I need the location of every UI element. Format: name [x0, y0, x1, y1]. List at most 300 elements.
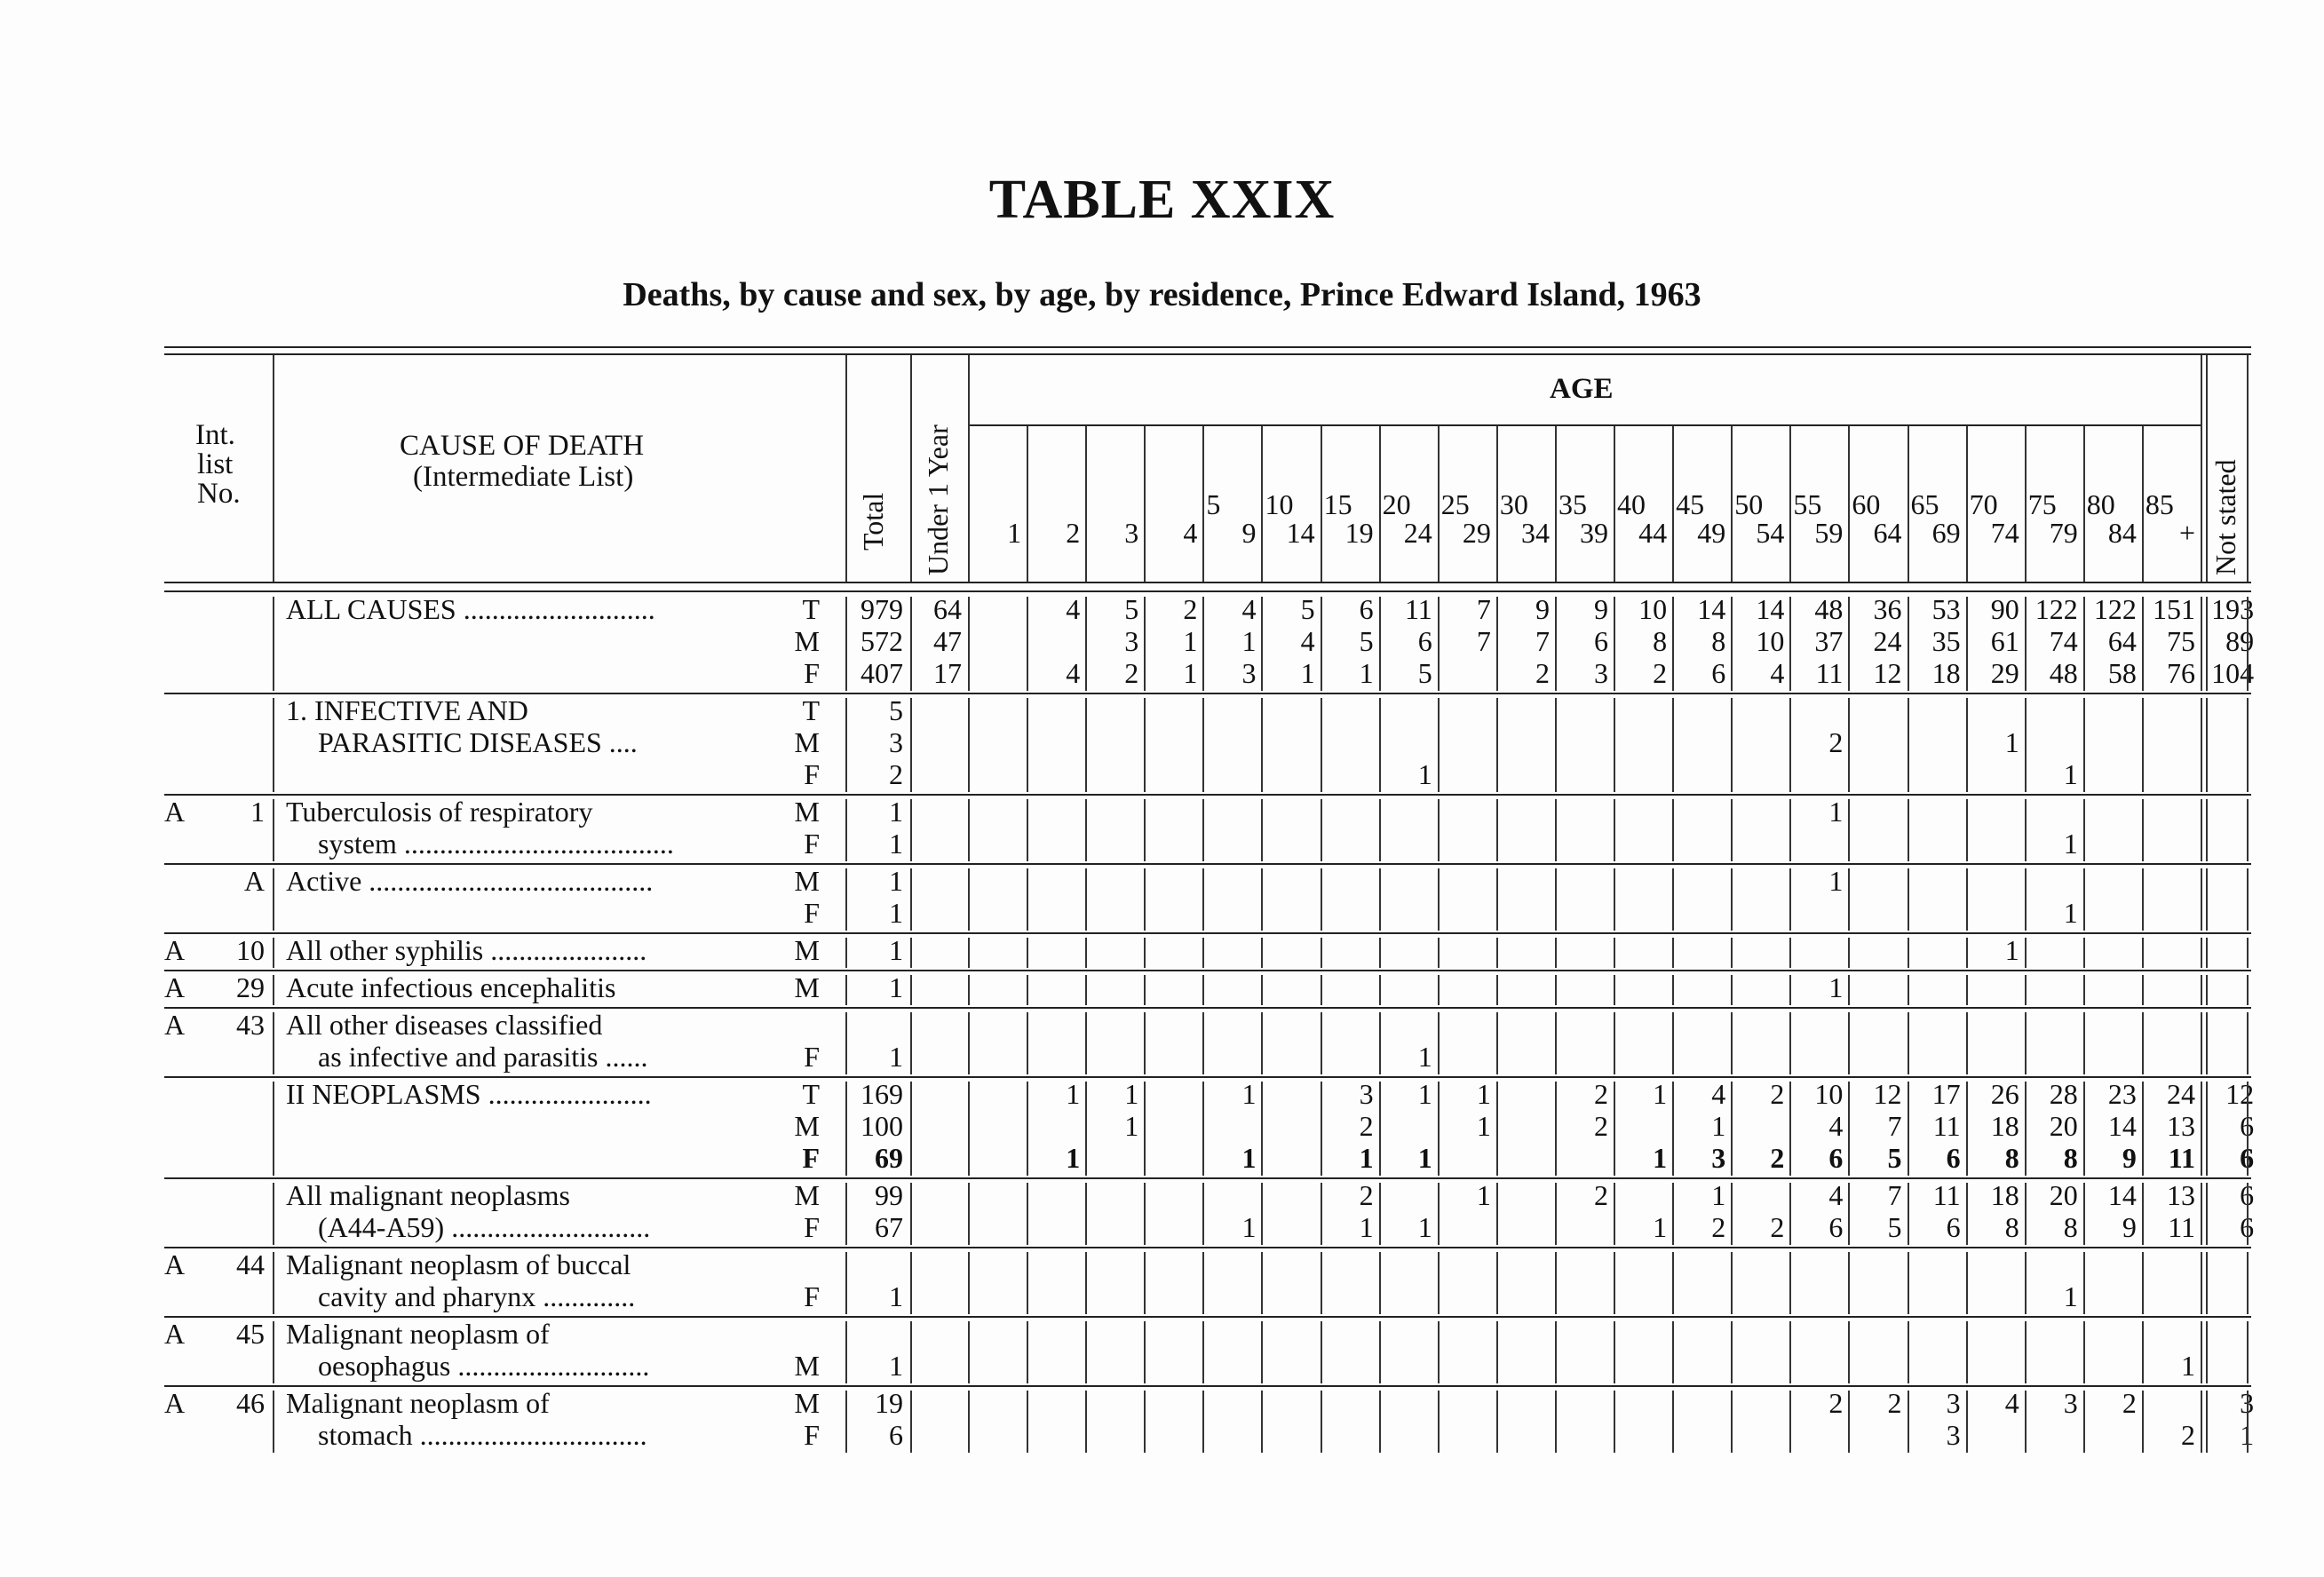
top-rule [164, 353, 2251, 355]
cause-of-death: ALL CAUSES ........................... [286, 593, 655, 625]
table-cell: 2 [1594, 1179, 1609, 1211]
table-cell: 76 [2167, 657, 2195, 689]
age-group-to: 79 [2049, 517, 2078, 549]
table-cell: 4 [1711, 1078, 1726, 1110]
age-group-from: 5 [1206, 488, 1221, 520]
age-column-line [1438, 938, 1440, 968]
column-line [968, 799, 970, 861]
table-cell: 1 [2181, 1350, 2195, 1382]
table-cell: 6 [1594, 625, 1609, 657]
int-list-number: 46 [236, 1387, 265, 1419]
column-line [2206, 1252, 2208, 1314]
age-column-line [2083, 1391, 2085, 1453]
age-column-line [1085, 799, 1087, 861]
table-cell: 23 [2107, 1078, 2137, 1110]
age-column-line [1908, 1252, 1909, 1314]
column-line [2206, 1082, 2208, 1176]
age-rule [968, 424, 2201, 426]
age-column-line [1731, 799, 1733, 861]
age-group-line [1848, 426, 1850, 582]
age-group-from: 40 [1617, 488, 1646, 520]
column-line [2247, 597, 2249, 691]
table-cell: 90 [1990, 593, 2019, 625]
age-group-from: 85 [2145, 488, 2174, 520]
cause-of-death: oesophagus ........................... [318, 1350, 650, 1382]
column-line [910, 799, 912, 861]
age-column-line [1555, 1012, 1557, 1074]
age-column-line [1438, 1391, 1440, 1453]
age-column-line [1614, 1321, 1615, 1383]
column-line [2201, 1183, 2202, 1245]
age-column-line [1321, 938, 1322, 968]
age-column-line [1321, 698, 1322, 792]
age-column-line [1614, 799, 1615, 861]
table-cell: 1 [1124, 1078, 1139, 1110]
column-line [910, 1391, 912, 1453]
total-value: 5 [889, 694, 903, 726]
table-cell: 4 [1828, 1110, 1844, 1142]
table-cell: 4 [1066, 593, 1081, 625]
table-cell: 6 [1946, 1142, 1961, 1174]
age-column-line [1848, 1082, 1850, 1176]
int-list-header: list [197, 448, 234, 480]
column-line [968, 1252, 970, 1314]
age-column-line [1731, 698, 1733, 792]
column-line [968, 597, 970, 691]
age-column-line [1144, 698, 1146, 792]
sex-label: T [802, 694, 820, 726]
age-column-line [1085, 1391, 1087, 1453]
age-group-line [1614, 426, 1615, 582]
age-column-line [1085, 597, 1087, 691]
age-column-line [1731, 1391, 1733, 1453]
table-cell: 2 [1770, 1078, 1785, 1110]
age-column-line [1731, 597, 1733, 691]
age-group-to: 34 [1520, 517, 1550, 549]
age-group-line [1672, 426, 1674, 582]
age-column-line [1438, 868, 1440, 931]
sex-label: M [794, 796, 820, 828]
age-column-line [2083, 1012, 2085, 1074]
age-column-line [1438, 1012, 1440, 1074]
column-line [273, 938, 274, 968]
cause-of-death: (A44-A59) ............................ [318, 1211, 651, 1243]
age-column-line [1496, 1252, 1498, 1314]
column-line [845, 1321, 847, 1383]
age-column-line [1614, 975, 1615, 1005]
age-column-line [1908, 1183, 1909, 1245]
table-cell: 11 [1404, 593, 1432, 625]
age-column-line [2083, 597, 2085, 691]
age-column-line [1438, 799, 1440, 861]
int-list-number: 43 [236, 1009, 265, 1041]
table-cell: 5 [1300, 593, 1315, 625]
age-column-line [1027, 597, 1028, 691]
age-group-line [1496, 426, 1498, 582]
age-column-line [1085, 698, 1087, 792]
int-list-code: A [164, 796, 186, 828]
table-cell: 3 [1359, 1078, 1374, 1110]
age-column-line [1908, 799, 1909, 861]
column-line [845, 938, 847, 968]
total-value: 1 [889, 971, 903, 1003]
table-cell: 1 [1241, 1211, 1257, 1243]
age-column-line [1379, 1391, 1381, 1453]
table-cell: 2 [1828, 726, 1844, 758]
sex-label: M [794, 1179, 820, 1211]
age-column-line [1144, 799, 1146, 861]
cause-of-death: Malignant neoplasm of buccal [286, 1248, 631, 1280]
table-cell: 1 [1241, 1142, 1257, 1174]
age-group-line [1908, 426, 1909, 582]
age-column-line [1848, 975, 1850, 1005]
age-group-to: 1 [1007, 517, 1022, 549]
age-group-to: 2 [1066, 517, 1081, 549]
table-cell: 8 [1711, 625, 1726, 657]
age-column-line [1555, 1082, 1557, 1176]
age-column-line [1848, 1391, 1850, 1453]
age-group-from: 25 [1440, 488, 1470, 520]
age-column-line [1261, 1012, 1263, 1074]
age-group-line [2083, 426, 2085, 582]
table-cell: 1 [1066, 1142, 1081, 1174]
column-line [968, 868, 970, 931]
table-cell: 12 [2225, 1078, 2255, 1110]
cause-of-death: All other syphilis ...................... [286, 934, 647, 966]
age-column-line [1614, 938, 1615, 968]
sex-label: M [794, 625, 820, 657]
age-column-line [2083, 868, 2085, 931]
age-group-to: 59 [1814, 517, 1844, 549]
age-group-from: 10 [1265, 488, 1294, 520]
age-column-line [1027, 1183, 1028, 1245]
table-cell: 1 [1476, 1078, 1491, 1110]
column-line [273, 1321, 274, 1383]
age-column-line [1144, 1183, 1146, 1245]
age-group-from: 15 [1323, 488, 1352, 520]
table-cell: 13 [2167, 1110, 2195, 1142]
column-line [2206, 1321, 2208, 1383]
age-group-line [1555, 426, 1557, 582]
sex-label: F [804, 828, 820, 860]
table-cell: 1 [1241, 1078, 1257, 1110]
age-column-line [1908, 597, 1909, 691]
table-cell: 10 [1638, 593, 1668, 625]
table-cell: 122 [2093, 593, 2137, 625]
age-column-line [1027, 868, 1028, 931]
age-column-line [1085, 868, 1087, 931]
table-cell: 4 [2004, 1387, 2019, 1419]
age-column-line [1496, 1183, 1498, 1245]
cause-of-death: Malignant neoplasm of [286, 1387, 550, 1419]
column-line [968, 1321, 970, 1383]
age-column-line [1027, 938, 1028, 968]
age-column-line [1496, 698, 1498, 792]
not-stated-header: Not stated [2209, 459, 2241, 575]
age-column-line [1555, 975, 1557, 1005]
age-column-line [1144, 1252, 1146, 1314]
age-group-line [1144, 426, 1146, 582]
table-cell: 20 [2049, 1110, 2078, 1142]
table-cell: 1 [1828, 971, 1844, 1003]
table-cell: 2 [1887, 1387, 1902, 1419]
age-column-line [1261, 938, 1263, 968]
table-cell: 2 [1653, 657, 1668, 689]
table-cell: 1 [1828, 796, 1844, 828]
header-column-line [2201, 355, 2202, 582]
age-column-line [2025, 1012, 2027, 1074]
age-column-line [1908, 1391, 1909, 1453]
age-column-line [1379, 597, 1381, 691]
int-list-number: A [243, 865, 265, 897]
age-column-line [1672, 868, 1674, 931]
column-line [2206, 1183, 2208, 1245]
table-cell: 7 [1535, 625, 1550, 657]
table-cell: 17 [1931, 1078, 1961, 1110]
age-column-line [1966, 938, 1968, 968]
table-cell: 3 [1594, 657, 1609, 689]
age-column-line [2142, 799, 2144, 861]
table-cell: 61 [1990, 625, 2019, 657]
age-column-line [1731, 1183, 1733, 1245]
table-cell: 1 [2063, 897, 2078, 929]
age-group-line [1085, 426, 1087, 582]
age-column-line [1085, 1082, 1087, 1176]
cause-header: CAUSE OF DEATH [400, 430, 645, 462]
column-line [2201, 868, 2202, 931]
age-group-line [1379, 426, 1381, 582]
age-column-line [1379, 1082, 1381, 1176]
age-column-line [1085, 1252, 1087, 1314]
column-line [273, 799, 274, 861]
total-value: 572 [861, 625, 903, 657]
cause-of-death: All malignant neoplasms [286, 1179, 570, 1211]
age-column-line [1731, 1252, 1733, 1314]
table-cell: 5 [1887, 1211, 1902, 1243]
table-cell: 9 [2122, 1211, 2137, 1243]
table-cell: 8 [2004, 1211, 2019, 1243]
age-column-line [1438, 597, 1440, 691]
table-cell: 11 [1815, 657, 1844, 689]
age-column-line [1438, 698, 1440, 792]
age-column-line [2025, 1082, 2027, 1176]
age-column-line [2142, 1252, 2144, 1314]
age-group-to: 14 [1286, 517, 1315, 549]
age-group-line [1438, 426, 1440, 582]
age-column-line [1672, 1391, 1674, 1453]
age-column-line [1202, 1012, 1204, 1074]
table-cell: 1 [1359, 1211, 1374, 1243]
table-cell: 1 [1476, 1179, 1491, 1211]
age-column-line [2025, 1391, 2027, 1453]
age-column-line [1085, 975, 1087, 1005]
table-cell: 28 [2049, 1078, 2078, 1110]
column-line [968, 1391, 970, 1453]
column-line [2201, 975, 2202, 1005]
column-line [2247, 1082, 2249, 1176]
age-column-line [1379, 698, 1381, 792]
table-cell: 6 [1359, 593, 1374, 625]
age-column-line [1202, 1391, 1204, 1453]
column-line [910, 1183, 912, 1245]
age-column-line [1789, 938, 1791, 968]
int-list-number: 45 [236, 1318, 265, 1350]
age-column-line [1966, 1012, 1968, 1074]
age-column-line [2083, 1082, 2085, 1176]
age-column-line [1731, 1321, 1733, 1383]
age-column-line [1848, 1321, 1850, 1383]
age-column-line [1085, 1012, 1087, 1074]
column-line [273, 1252, 274, 1314]
column-line [845, 975, 847, 1005]
column-line [910, 938, 912, 968]
age-column-line [1379, 868, 1381, 931]
table-cell: 14 [1756, 593, 1785, 625]
age-header: AGE [1550, 373, 1614, 405]
column-line [273, 597, 274, 691]
total-value: 6 [889, 1419, 903, 1451]
table-cell: 193 [2211, 593, 2255, 625]
table-cell: 1 [1124, 1110, 1139, 1142]
age-column-line [1438, 1082, 1440, 1176]
age-column-line [1848, 597, 1850, 691]
cause-of-death: Tuberculosis of respiratory [286, 796, 593, 828]
age-column-line [1908, 1321, 1909, 1383]
column-line [273, 698, 274, 792]
age-column-line [1085, 938, 1087, 968]
age-column-line [1321, 1252, 1322, 1314]
age-column-line [1321, 799, 1322, 861]
age-group-to: 4 [1183, 517, 1198, 549]
int-list-code: A [164, 1387, 186, 1419]
column-line [2201, 1082, 2202, 1176]
age-column-line [1789, 597, 1791, 691]
cause-of-death: Malignant neoplasm of [286, 1318, 550, 1350]
table-cell: 9 [1535, 593, 1550, 625]
age-group-from: 35 [1558, 488, 1587, 520]
age-column-line [1202, 1321, 1204, 1383]
column-line [910, 1012, 912, 1074]
column-line [910, 1252, 912, 1314]
age-column-line [1496, 799, 1498, 861]
age-column-line [2142, 1082, 2144, 1176]
column-line [2206, 975, 2208, 1005]
table-cell: 48 [2049, 657, 2078, 689]
sex-label: F [804, 1041, 820, 1073]
column-line [2247, 799, 2249, 861]
age-group-to: 29 [1462, 517, 1491, 549]
age-column-line [1438, 1183, 1440, 1245]
age-column-line [1672, 1321, 1674, 1383]
table-cell: 64 [2107, 625, 2137, 657]
age-column-line [1614, 1012, 1615, 1074]
column-line [910, 1321, 912, 1383]
table-cell: 4 [1066, 657, 1081, 689]
age-column-line [1789, 698, 1791, 792]
sex-label: M [794, 726, 820, 758]
age-group-from: 65 [1910, 488, 1939, 520]
age-column-line [1379, 1252, 1381, 1314]
age-column-line [1966, 698, 1968, 792]
age-group-from: 80 [2086, 488, 2115, 520]
header-column-line [910, 355, 912, 582]
age-column-line [1789, 1321, 1791, 1383]
table-cell: 1 [1241, 625, 1257, 657]
table-cell: 1 [2004, 934, 2019, 966]
total-value: 979 [861, 593, 903, 625]
column-line [273, 1082, 274, 1176]
table-cell: 3 [1711, 1142, 1726, 1174]
table-cell: 6 [2240, 1211, 2255, 1243]
table-cell: 1 [2240, 1419, 2255, 1451]
total-value: 1 [889, 1280, 903, 1312]
age-column-line [1789, 1183, 1791, 1245]
age-column-line [1496, 597, 1498, 691]
table-cell: 2 [1770, 1142, 1785, 1174]
column-line [845, 1252, 847, 1314]
table-cell: 1 [1711, 1179, 1726, 1211]
sex-label: F [804, 1419, 820, 1451]
column-line [2201, 799, 2202, 861]
age-column-line [1614, 698, 1615, 792]
table-cell: 24 [1873, 625, 1902, 657]
column-line [273, 975, 274, 1005]
int-list-header: No. [197, 478, 241, 510]
table-cell: 1 [1359, 657, 1374, 689]
column-line [968, 1183, 970, 1245]
int-list-number: 29 [236, 971, 265, 1003]
age-column-line [1731, 868, 1733, 931]
age-column-line [1027, 1012, 1028, 1074]
age-column-line [1672, 1012, 1674, 1074]
table-cell: 7 [1887, 1110, 1902, 1142]
age-column-line [2142, 1012, 2144, 1074]
age-column-line [2083, 799, 2085, 861]
age-column-line [1789, 1252, 1791, 1314]
age-column-line [1908, 1012, 1909, 1074]
age-column-line [1672, 698, 1674, 792]
table-cell: 12 [1873, 657, 1902, 689]
age-column-line [1321, 1321, 1322, 1383]
age-column-line [2142, 975, 2144, 1005]
table-cell: 36 [1873, 593, 1902, 625]
sex-label: M [794, 865, 820, 897]
age-column-line [1379, 1012, 1381, 1074]
age-column-line [2025, 1183, 2027, 1245]
age-group-to: 3 [1124, 517, 1139, 549]
column-line [968, 1082, 970, 1176]
age-column-line [1261, 1252, 1263, 1314]
age-group-line [1261, 426, 1263, 582]
table-cell: 3 [1946, 1419, 1961, 1451]
age-column-line [1731, 938, 1733, 968]
age-column-line [1789, 799, 1791, 861]
age-column-line [1966, 799, 1968, 861]
age-column-line [2025, 975, 2027, 1005]
table-cell: 5 [1124, 593, 1139, 625]
table-cell: 13 [2167, 1179, 2195, 1211]
table-cell: 48 [1814, 593, 1844, 625]
age-column-line [2083, 698, 2085, 792]
table-cell: 6 [1946, 1211, 1961, 1243]
column-line [845, 698, 847, 792]
column-line [910, 868, 912, 931]
age-column-line [2025, 1321, 2027, 1383]
int-list-number: 1 [250, 796, 265, 828]
age-column-line [1966, 597, 1968, 691]
table-cell: 10 [1756, 625, 1785, 657]
column-line [2201, 1252, 2202, 1314]
